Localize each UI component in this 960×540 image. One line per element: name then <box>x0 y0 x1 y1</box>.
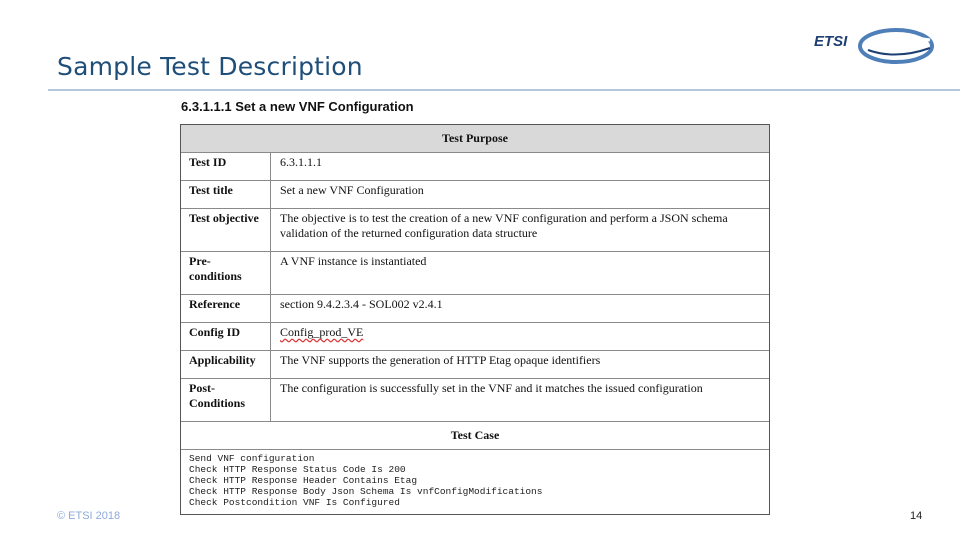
row-value: A VNF instance is instantiated <box>280 254 427 268</box>
logo-text: ETSI <box>814 33 848 50</box>
table-row <box>181 323 769 351</box>
row-value: section 9.4.2.3.4 - SOL002 v2.4.1 <box>280 297 443 311</box>
section-heading: 6.3.1.1.1 Set a new VNF Configuration <box>181 99 414 114</box>
row-label: Test objective <box>181 209 271 251</box>
row-value: Set a new VNF Configuration <box>280 183 424 197</box>
page-number: 14 <box>910 510 923 522</box>
table-row <box>181 209 769 252</box>
code-line: Send VNF configuration <box>189 453 315 464</box>
code-line: Check HTTP Response Header Contains Etag <box>189 475 418 486</box>
etsi-logo <box>812 26 936 66</box>
row-value: Config_prod_VE <box>280 325 364 339</box>
footer-copyright: © ETSI 2018 <box>57 510 121 522</box>
row-label: Test ID <box>181 153 271 180</box>
code-line: Check HTTP Response Status Code Is 200 <box>189 464 406 475</box>
table-row <box>181 295 769 323</box>
row-label: Applicability <box>181 351 271 378</box>
row-label: Config ID <box>181 323 271 350</box>
table-row <box>181 181 769 209</box>
table-row <box>181 351 769 379</box>
row-label: Pre-conditions <box>181 252 271 294</box>
row-label: Post-Conditions <box>181 379 271 421</box>
table-row <box>181 379 769 422</box>
table-row <box>181 153 769 181</box>
code-line: Check HTTP Response Body Json Schema Is vnfConfigModifications <box>189 486 543 497</box>
code-line: Check Postcondition VNF Is Configured <box>189 497 400 508</box>
row-value: The configuration is successfully set in the VNF and it matches the issued configuration <box>280 381 703 395</box>
row-label: Reference <box>181 295 271 322</box>
row-value: 6.3.1.1.1 <box>280 155 322 169</box>
row-value: The VNF supports the generation of HTTP Etag opaque identifiers <box>280 353 601 367</box>
test-purpose-header: Test Purpose <box>181 125 769 153</box>
table-row <box>181 252 769 295</box>
row-value: The objective is to test the creation of a new VNF configuration and perform a JSON schema validation of the returned configuration data structure <box>280 211 728 240</box>
row-label: Test title <box>181 181 271 208</box>
title-divider <box>48 89 960 91</box>
test-case-code <box>181 450 769 514</box>
test-description-table <box>180 124 770 515</box>
test-case-header: Test Case <box>181 422 769 450</box>
slide-title: Sample Test Description <box>57 52 363 81</box>
